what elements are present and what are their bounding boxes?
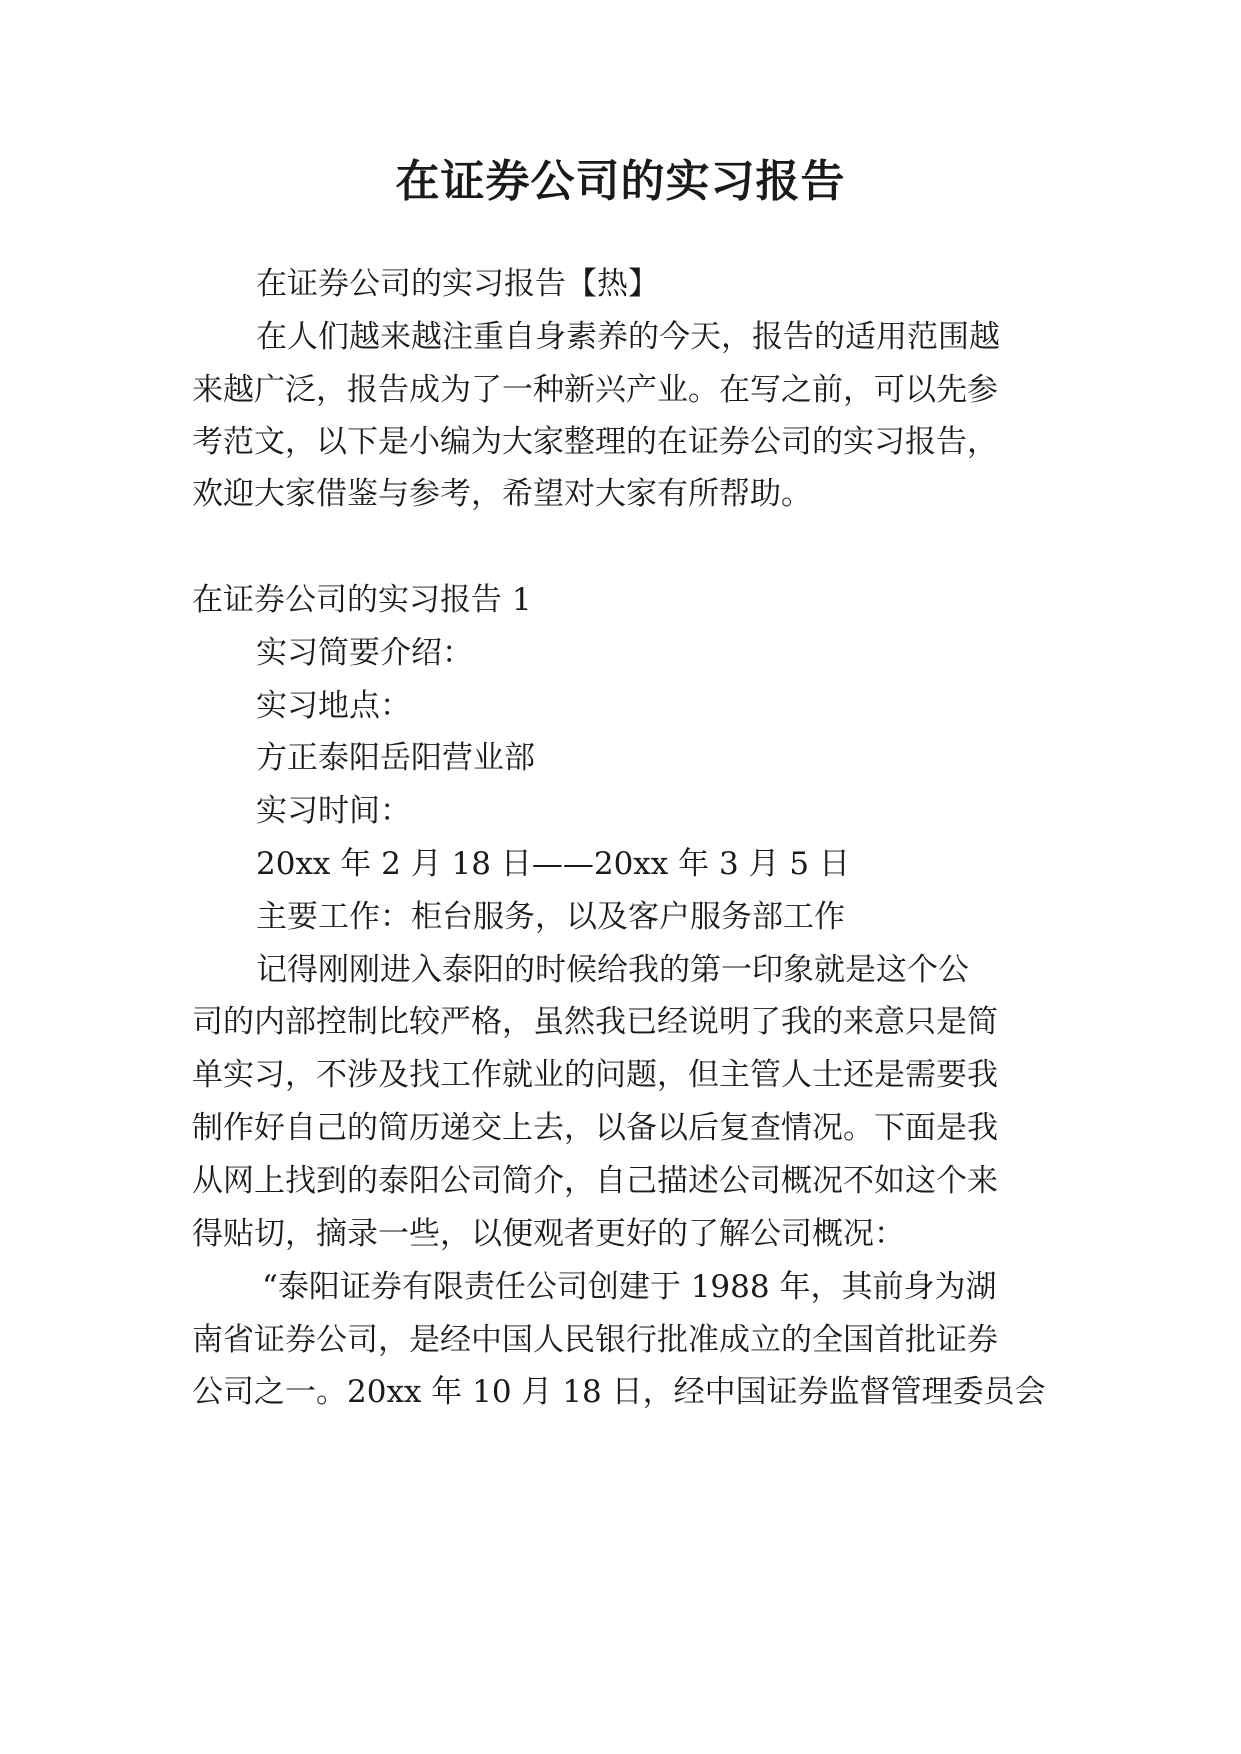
body-paragraph-line: 记得刚刚进入泰阳的时候给我的第一印象就是这个公 [256, 952, 969, 988]
body-paragraph-line: 制作好自己的简历递交上去，以备以后复查情况。下面是我 [192, 1110, 998, 1146]
intro-paragraph-line: 在人们越来越注重自身素养的今天，报告的适用范围越 [256, 319, 1000, 355]
subtitle-line: 在证券公司的实习报告【热】 [256, 266, 659, 302]
body-line: 实习简要介绍： [256, 635, 473, 671]
intro-paragraph-line: 来越广泛，报告成为了一种新兴产业。在写之前，可以先参 [192, 372, 998, 408]
body-paragraph-line: 得贴切，摘录一些，以便观者更好的了解公司概况： [192, 1216, 905, 1252]
quote-paragraph-line: 公司之一。20xx 年 10 月 18 日，经中国证券监督管理委员会 [192, 1374, 1046, 1410]
intro-paragraph-line: 欢迎大家借鉴与参考，希望对大家有所帮助。 [192, 476, 812, 512]
quote-paragraph-line: 南省证券公司，是经中国人民银行批准成立的全国首批证券 [192, 1322, 998, 1358]
section-heading: 在证券公司的实习报告 1 [192, 582, 532, 618]
body-paragraph-line: 司的内部控制比较严格，虽然我已经说明了我的来意只是简 [192, 1004, 998, 1040]
quote-paragraph-line: “泰阳证券有限责任公司创建于 1988 年，其前身为湖 [262, 1269, 997, 1305]
body-line: 20xx 年 2 月 18 日——20xx 年 3 月 5 日 [256, 846, 850, 882]
body-line: 实习时间： [256, 793, 411, 829]
body-line: 主要工作：柜台服务，以及客户服务部工作 [256, 899, 845, 935]
body-paragraph-line: 从网上找到的泰阳公司简介，自己描述公司概况不如这个来 [192, 1163, 998, 1199]
intro-paragraph-line: 考范文，以下是小编为大家整理的在证券公司的实习报告， [192, 424, 998, 460]
body-line: 实习地点： [256, 688, 411, 724]
document-title: 在证券公司的实习报告 [395, 156, 846, 207]
body-paragraph-line: 单实习，不涉及找工作就业的问题，但主管人士还是需要我 [192, 1057, 998, 1093]
body-line: 方正泰阳岳阳营业部 [256, 740, 535, 776]
